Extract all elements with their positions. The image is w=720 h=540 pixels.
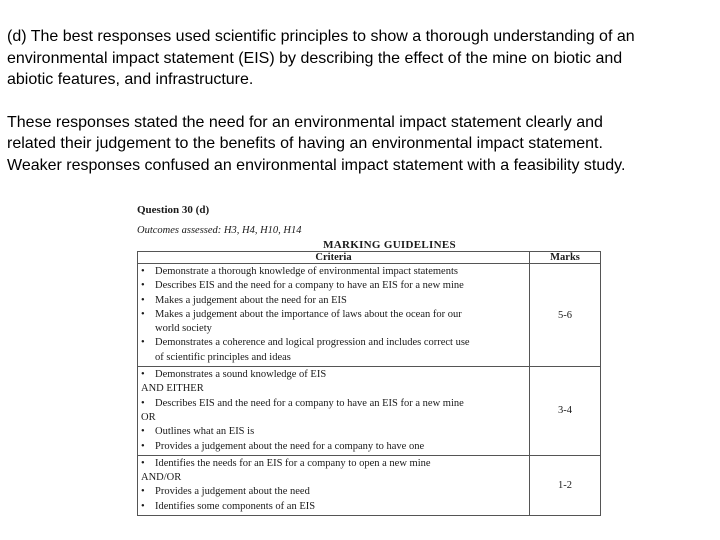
criterion-item: [141, 336, 527, 350]
bullet-icon: •: [141, 294, 145, 306]
outcomes-assessed: Outcomes assessed: H3, H4, H10, H14: [137, 225, 302, 236]
criteria-cell: [138, 455, 530, 515]
criterion-item: [141, 294, 527, 308]
criterion-text: Demonstrate a thorough knowledge of environmental impact statements: [155, 266, 458, 277]
bullet-icon: •: [141, 266, 145, 277]
table-row: [138, 367, 601, 456]
criterion-text: AND/OR: [141, 472, 182, 484]
criterion-text: Outlines what an EIS is: [155, 426, 255, 438]
criterion-connector: [141, 351, 527, 365]
criterion-connector: [141, 322, 527, 336]
criterion-item: [141, 500, 527, 514]
text-line: abiotic features, and infrastructure.: [7, 71, 254, 88]
criterion-text: of scientific principles and ideas: [155, 351, 291, 363]
marking-guidelines-table: [137, 251, 601, 516]
criterion-text: Demonstrates a sound knowledge of EIS: [155, 369, 327, 381]
criterion-connector: [141, 471, 527, 485]
table-body: [138, 264, 601, 516]
bullet-icon: •: [141, 500, 145, 512]
criterion-text: Describes EIS and the need for a company to have an EIS for a new mine: [155, 280, 464, 292]
criterion-item: [141, 485, 527, 499]
bullet-icon: •: [141, 308, 145, 320]
criterion-text: Describes EIS and the need for a company to have an EIS for a new mine: [155, 397, 464, 409]
bullet-icon: •: [141, 397, 145, 409]
table-row: [138, 455, 601, 515]
criterion-item: [141, 397, 527, 411]
criterion-text: AND EITHER: [141, 383, 204, 395]
feedback-text: [7, 26, 719, 176]
text-line: Weaker responses confused an environmental impact statement with a feasibility study.: [7, 156, 626, 174]
marks-cell: 1-2: [530, 455, 601, 515]
question-title: Question 30 (d): [137, 204, 210, 216]
criterion-item: [141, 457, 527, 471]
criterion-text: Provides a judgement about the need: [155, 486, 310, 498]
criteria-cell: [138, 367, 530, 456]
criteria-header: Criteria: [138, 252, 530, 264]
criterion-item: [141, 368, 527, 382]
text-line: environmental impact statement (EIS) by describing the effect of the mine on biotic and: [7, 49, 623, 67]
criterion-connector: [141, 382, 527, 396]
paragraph-weaker-responses: [7, 112, 719, 177]
table-row: [138, 264, 601, 367]
criterion-item: [141, 279, 527, 293]
bullet-icon: •: [141, 486, 145, 498]
marks-cell: 3-4: [530, 367, 601, 456]
bullet-icon: •: [141, 369, 145, 381]
text-line: related their judgement to the benefits of having an environmental impact statement.: [7, 135, 603, 152]
criterion-text: Makes a judgement about the importance of laws about the ocean for our: [155, 308, 462, 320]
paragraph-best-responses: [7, 26, 719, 91]
bullet-icon: •: [141, 440, 145, 452]
bullet-icon: •: [141, 280, 145, 292]
bullet-icon: •: [141, 426, 145, 438]
text-line: (d) The best responses used scientific principles to show a thorough understanding of an: [7, 28, 635, 45]
criterion-item: [141, 440, 527, 454]
criterion-item: [141, 425, 527, 439]
criterion-text: OR: [141, 411, 156, 423]
marks-cell: 5-6: [530, 264, 601, 367]
criteria-cell: [138, 264, 530, 367]
criterion-text: Identifies the needs for an EIS for a company to open a new mine: [155, 457, 431, 469]
criterion-item: [141, 308, 527, 322]
criterion-text: world society: [155, 323, 212, 335]
text-line: These responses stated the need for an environmental impact statement clearly and: [7, 113, 603, 131]
criterion-text: Identifies some components of an EIS: [155, 500, 316, 512]
criterion-text: Provides a judgement about the need for a company to have one: [155, 440, 425, 452]
bullet-icon: •: [141, 337, 145, 349]
bullet-icon: •: [141, 457, 145, 469]
criterion-item: [141, 265, 527, 279]
marking-guidelines-scan: [137, 204, 602, 516]
criterion-text: Demonstrates a coherence and logical progression and includes correct use: [155, 337, 470, 349]
guidelines-title: MARKING GUIDELINES: [323, 239, 456, 251]
table-header-row: [138, 252, 601, 264]
criterion-connector: [141, 411, 527, 425]
marks-header: Marks: [530, 252, 601, 264]
criterion-text: Makes a judgement about the need for an EIS: [155, 294, 347, 306]
